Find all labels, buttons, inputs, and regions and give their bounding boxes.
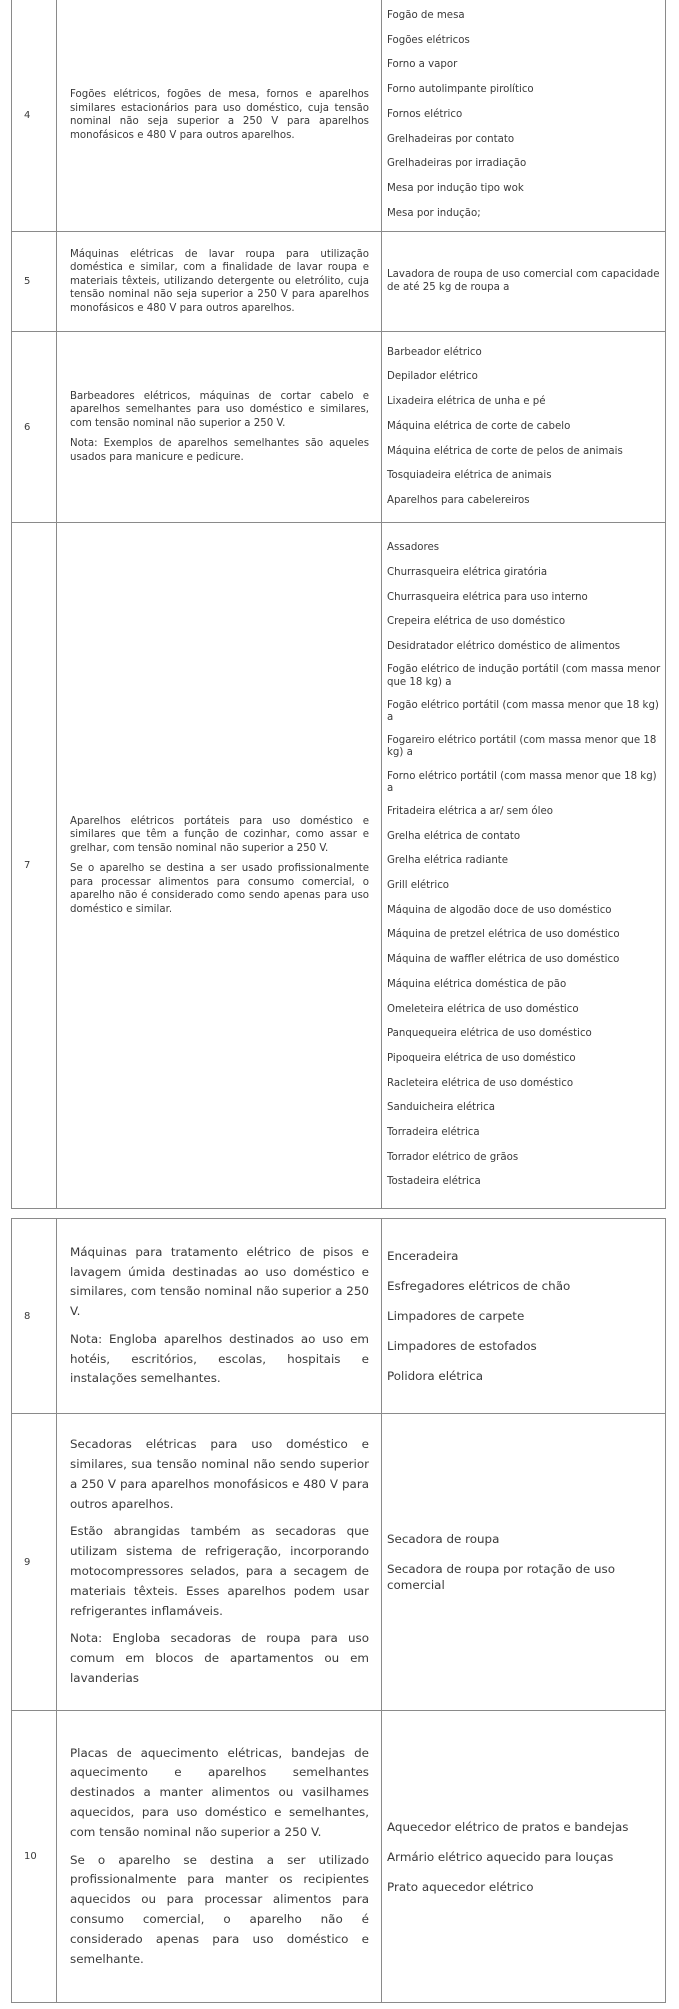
row-number: 4	[12, 0, 57, 232]
product-item: Aquecedor elétrico de pratos e bandejas	[387, 1819, 629, 1834]
row-number: 6	[12, 332, 57, 523]
table-row	[12, 1711, 666, 2003]
row-description	[57, 1219, 382, 1414]
product-item: Enceradeira	[387, 1249, 459, 1263]
product-item: Limpadores de carpete	[387, 1309, 525, 1323]
product-item: Limpadores de estofados	[387, 1339, 537, 1353]
product-item: Omeleteira elétrica de uso doméstico	[387, 1003, 579, 1015]
row-product-list	[382, 1711, 666, 2003]
product-item: Churrasqueira elétrica para uso interno	[387, 591, 588, 603]
description-paragraph: Máquinas elétricas de lavar roupa para utilização doméstica e similar, com a finalidade de lavar roupa e materiais têxteis, utilizando detergente ou eletrólito, cuja tensão nominal não seja superior a 250 V para aparelhos monofásicos e 480 V para outros aparelhos.	[70, 248, 369, 314]
description-paragraph: Se o aparelho se destina a ser utilizado profissionalmente para manter os recipientes aquecidos ou para processar alimentos para consumo comercial, o aparelho não é considerado apenas para uso doméstico e semelhante.	[70, 1852, 369, 1966]
description-paragraph: Secadoras elétricas para uso doméstico e similares, sua tensão nominal não sendo superior a 250 V para aparelhos monofásicos e 480 V para outros aparelhos.	[70, 1437, 369, 1511]
product-item: Prato aquecedor elétrico	[387, 1879, 534, 1894]
table-row	[12, 1219, 666, 1414]
product-item: Aparelhos para cabelereiros	[387, 495, 530, 506]
products-table-part-1	[11, 0, 666, 1209]
product-item: Máquina de waffler elétrica de uso doméstico	[387, 954, 620, 966]
product-item: Desidratador elétrico doméstico de alimentos	[387, 641, 621, 653]
product-item: Torradeira elétrica	[387, 1127, 480, 1139]
product-item: Fogão de mesa	[387, 10, 465, 22]
product-item: Mesa por indução;	[387, 207, 481, 219]
table-row	[12, 523, 666, 1209]
products-table-part-2	[11, 1218, 666, 2003]
description-paragraph: Aparelhos elétricos portáteis para uso doméstico e similares que têm a função de cozinhar, como assar e grelhar, com tensão nominal não superior a 250 V.	[70, 815, 369, 854]
product-item: Fogão elétrico de indução portátil (com massa menor que 18 kg) a	[387, 664, 661, 688]
product-item: Fogareiro elétrico portátil (com massa menor que 18 kg) a	[387, 735, 657, 759]
product-item: Fornos elétrico	[387, 108, 463, 120]
row-description	[57, 1414, 382, 1711]
description-paragraph: Placas de aquecimento elétricas, bandejas de aquecimento e aparelhos semelhantes destinados a manter alimentos ou vasilhames aquecidos, para uso doméstico e semelhantes, com tensão nominal não superior a 250 V.	[70, 1745, 369, 1839]
product-item: Armário elétrico aquecido para louças	[387, 1849, 614, 1864]
product-item: Racleteira elétrica de uso doméstico	[387, 1077, 574, 1089]
description-paragraph: Nota: Exemplos de aparelhos semelhantes são aqueles usados para manicure e pedicure.	[70, 438, 369, 463]
row-number: 10	[12, 1711, 57, 2003]
product-item: Fritadeira elétrica a ar/ sem óleo	[387, 805, 553, 817]
product-item: Forno autolimpante pirolítico	[387, 84, 534, 96]
product-item: Esfregadores elétricos de chão	[387, 1279, 571, 1293]
product-item: Churrasqueira elétrica giratória	[387, 567, 548, 578]
product-item: Barbeador elétrico	[387, 346, 482, 358]
row-number: 8	[12, 1219, 57, 1414]
row-product-list	[382, 232, 666, 332]
description-paragraph: Nota: Engloba secadoras de roupa para uso comum em blocos de apartamentos ou em lavanderias	[70, 1631, 369, 1685]
table-row	[12, 1414, 666, 1711]
product-item: Polidora elétrica	[387, 1369, 484, 1383]
product-item: Fogão elétrico portátil (com massa menor que 18 kg) a	[387, 699, 659, 723]
table-row	[12, 232, 666, 332]
product-item: Secadora de roupa	[387, 1532, 500, 1546]
table-row	[12, 0, 666, 232]
row-description	[57, 1711, 382, 2003]
row-number: 7	[12, 523, 57, 1209]
description-paragraph: Fogões elétricos, fogões de mesa, fornos e aparelhos similares estacionários para uso doméstico, cuja tensão nominal não seja superior a 250 V para aparelhos monofásicos e 480 V para outros aparelhos.	[70, 89, 369, 141]
product-item: Tostadeira elétrica	[387, 1176, 481, 1188]
description-paragraph: Máquinas para tratamento elétrico de pisos e lavagem úmida destinadas ao uso doméstico e similares, com tensão nominal não superior a 250 V.	[70, 1244, 369, 1319]
product-item: Fogões elétricos	[387, 34, 470, 46]
product-item: Grelha elétrica de contato	[387, 830, 521, 842]
product-item: Panquequeira elétrica de uso doméstico	[387, 1028, 592, 1040]
description-paragraph: Barbeadores elétricos, máquinas de cortar cabelo e aparelhos semelhantes para uso doméstico e similares, com tensão nominal não superior a 250 V.	[70, 390, 369, 429]
product-item: Máquina de algodão doce de uso doméstico	[387, 904, 612, 916]
product-item: Grelhadeiras por contato	[387, 133, 515, 145]
product-item: Sanduicheira elétrica	[387, 1102, 495, 1114]
row-description	[57, 523, 382, 1209]
row-description	[57, 0, 382, 232]
product-item: Forno elétrico portátil (com massa menor que 18 kg) a	[387, 770, 657, 794]
description-paragraph: Nota: Engloba aparelhos destinados ao uso em hotéis, escritórios, escolas, hospitais e instalações semelhantes.	[70, 1331, 369, 1386]
product-item: Grelha elétrica radiante	[387, 855, 509, 867]
row-description	[57, 332, 382, 523]
row-product-list	[382, 332, 666, 523]
description-paragraph: Estão abrangidas também as secadoras que utilizam sistema de refrigeração, incorporando motocompressores selados, para a secagem de materiais têxteis. Esses aparelhos podem usar refrigerantes inflamáveis.	[70, 1524, 369, 1618]
product-item: Lixadeira elétrica de unha e pé	[387, 396, 546, 408]
product-item: Grelhadeiras por irradiação	[387, 158, 527, 170]
product-item: Forno a vapor	[387, 59, 458, 71]
table-row	[12, 332, 666, 523]
product-item: Crepeira elétrica de uso doméstico	[387, 616, 566, 628]
row-description	[57, 232, 382, 332]
product-item: Máquina elétrica de corte de pelos de animais	[387, 445, 623, 457]
row-number: 9	[12, 1414, 57, 1711]
product-item: Máquina de pretzel elétrica de uso doméstico	[387, 929, 620, 941]
product-item: Máquina elétrica doméstica de pão	[387, 978, 567, 990]
row-product-list	[382, 0, 666, 232]
product-item: Torrador elétrico de grãos	[387, 1151, 519, 1163]
product-item: Mesa por indução tipo wok	[387, 183, 524, 194]
description-paragraph: Se o aparelho se destina a ser usado profissionalmente para processar alimentos para consumo comercial, o aparelho não é considerado como sendo apenas para uso doméstico e similar.	[70, 863, 369, 915]
row-number: 5	[12, 232, 57, 332]
product-item: Máquina elétrica de corte de cabelo	[387, 420, 571, 432]
row-product-list	[382, 1414, 666, 1711]
product-item: Assadores	[387, 542, 440, 554]
row-product-list	[382, 523, 666, 1209]
product-item: Lavadora de roupa de uso comercial com capacidade de até 25 kg de roupa a	[387, 269, 660, 293]
row-product-list	[382, 1219, 666, 1414]
product-item: Tosquiadeira elétrica de animais	[387, 470, 552, 482]
product-item: Pipoqueira elétrica de uso doméstico	[387, 1052, 576, 1064]
product-item: Grill elétrico	[387, 880, 450, 892]
product-item: Secadora de roupa por rotação de uso comercial	[387, 1562, 616, 1592]
product-item: Depilador elétrico	[387, 371, 478, 383]
